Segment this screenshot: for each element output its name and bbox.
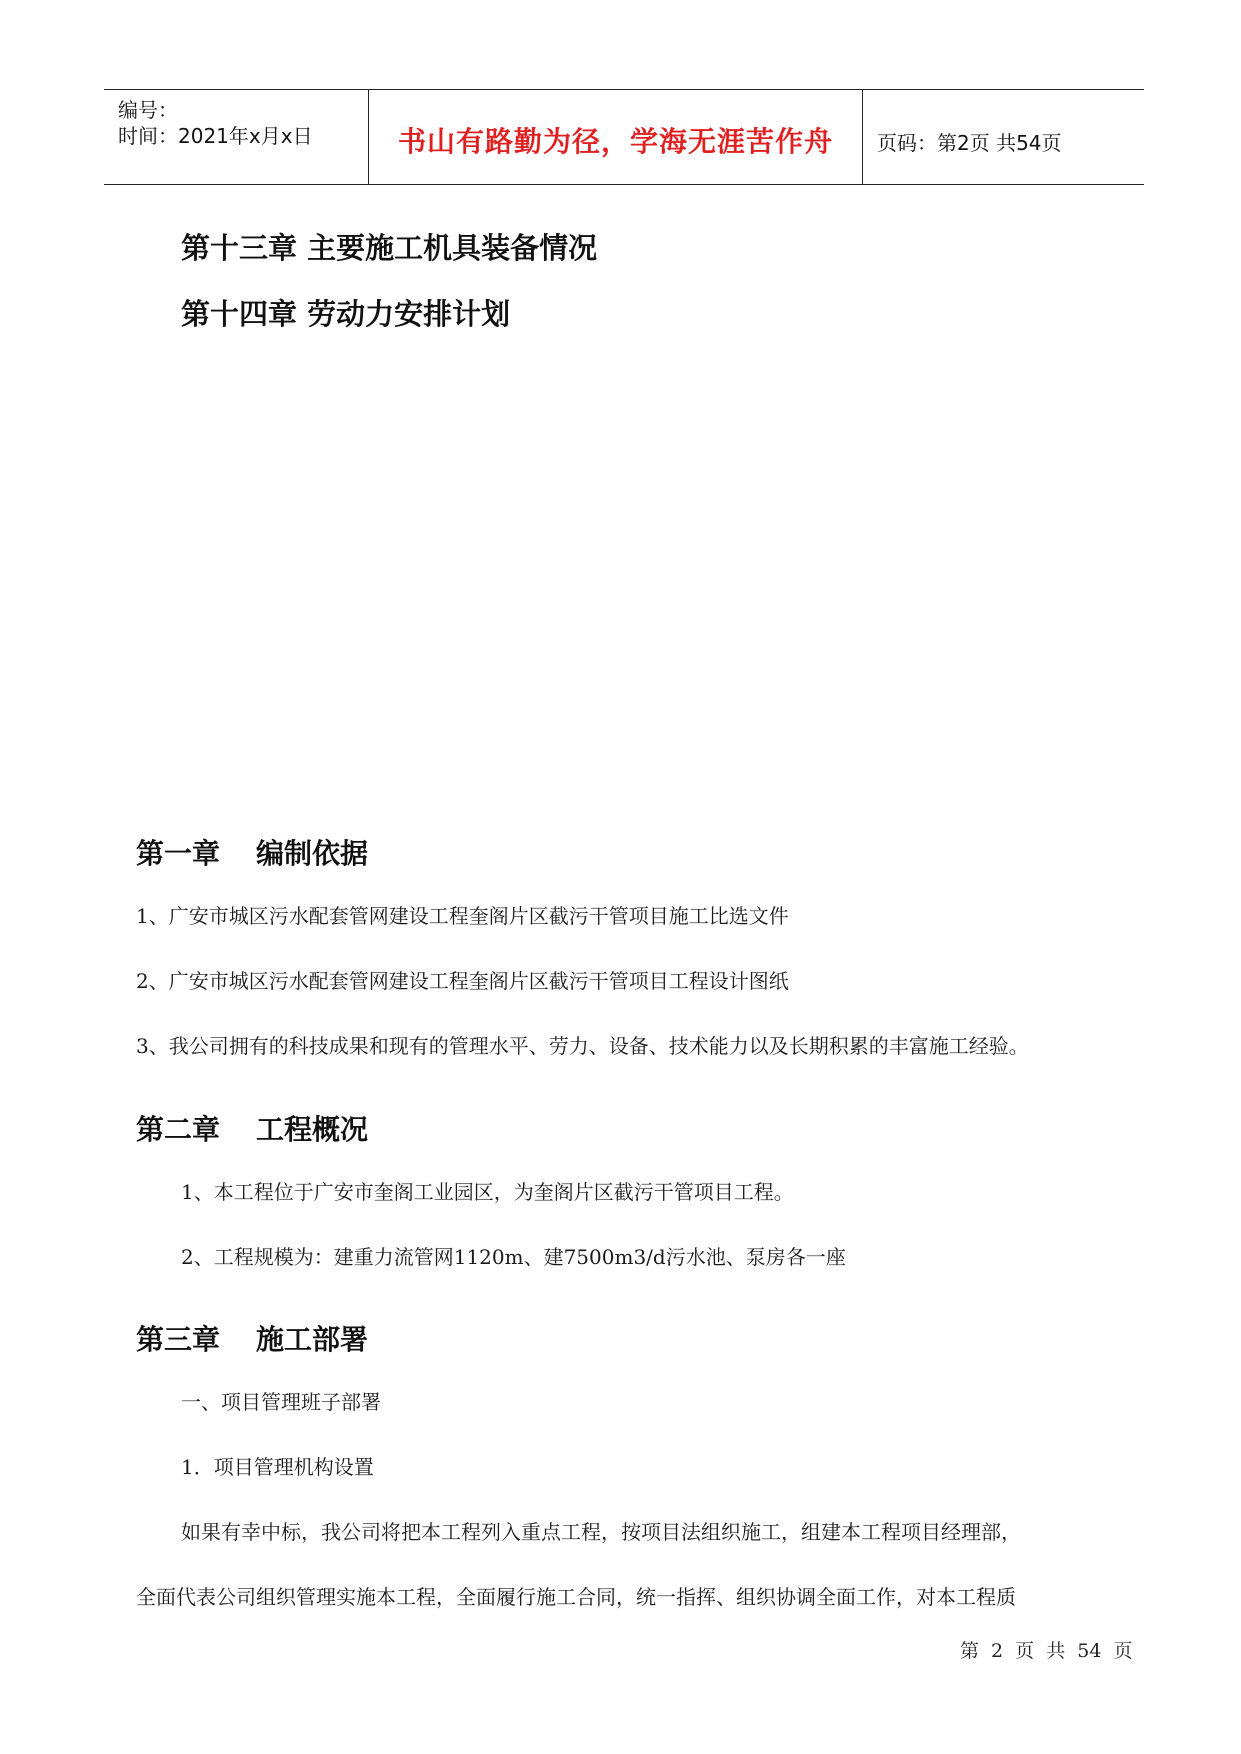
page-footer: 第 2 页 共 54 页: [960, 1640, 1133, 1662]
chapter-title: 工程概况: [256, 1113, 369, 1146]
chapter-title: 编制依据: [256, 837, 369, 870]
paragraph: 2、工程规模为：建重力流管网1120m、建7500m3/d污水池、泵房各一座: [181, 1245, 846, 1269]
header-meta-cell: [104, 90, 369, 184]
chapter-heading: [136, 832, 368, 872]
paragraph: 一、项目管理班子部署: [181, 1390, 381, 1414]
toc-item: 第十三章 主要施工机具装备情况: [181, 231, 598, 265]
paragraph: 1．项目管理机构设置: [181, 1455, 374, 1479]
paragraph: 全面代表公司组织管理实施本工程，全面履行施工合同，统一指挥、组织协调全面工作，对本工程质: [136, 1585, 1016, 1609]
chapter-title: 施工部署: [256, 1323, 369, 1356]
number-label: 编号：: [118, 98, 178, 122]
time-label: 时间：2021年x月x日: [118, 124, 313, 148]
paragraph: 3、我公司拥有的科技成果和现有的管理水平、劳力、设备、技术能力以及长期积累的丰富施工经验。: [136, 1034, 1029, 1058]
motto: 书山有路勤为径，学海无涯苦作舟: [397, 125, 833, 158]
page-number-label: 页码：第2页 共54页: [877, 131, 1062, 155]
chapter-number: 第三章: [136, 1323, 221, 1356]
header-page-cell: [863, 90, 1144, 184]
paragraph: 2、广安市城区污水配套管网建设工程奎阁片区截污干管项目工程设计图纸: [136, 969, 789, 993]
toc-item: 第十四章 劳动力安排计划: [181, 297, 511, 331]
chapter-number: 第一章: [136, 837, 221, 870]
page-header: [104, 89, 1144, 185]
chapter-number: 第二章: [136, 1113, 221, 1146]
header-motto-cell: [369, 90, 863, 184]
paragraph: 1、广安市城区污水配套管网建设工程奎阁片区截污干管项目施工比选文件: [136, 904, 789, 928]
paragraph: 1、本工程位于广安市奎阁工业园区，为奎阁片区截污干管项目工程。: [181, 1180, 794, 1204]
chapter-heading: [136, 1108, 368, 1148]
chapter-heading: [136, 1318, 368, 1358]
paragraph: 如果有幸中标，我公司将把本工程列入重点工程，按项目法组织施工，组建本工程项目经理部，: [181, 1520, 1021, 1544]
